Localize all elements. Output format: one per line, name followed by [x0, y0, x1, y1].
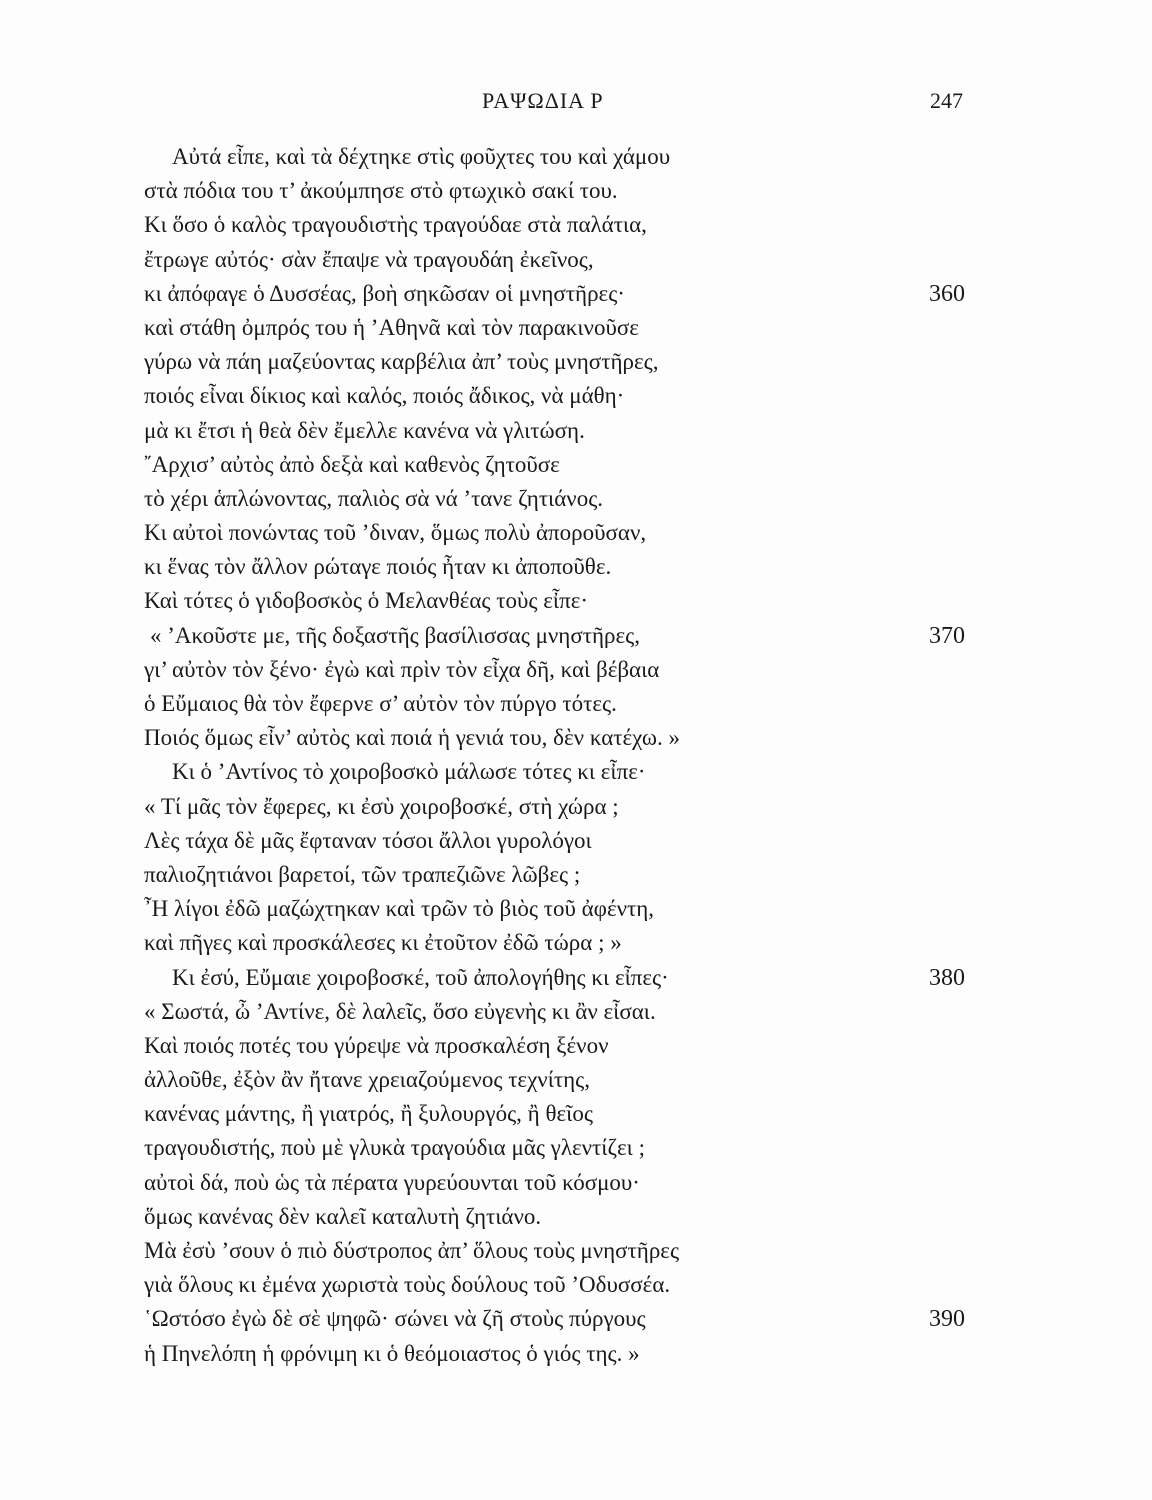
verse-text: « Τί μᾶς τὸν ἔφερες, κι ἐσὺ χοιροβοσκέ, στὴ χώρα ; [144, 793, 619, 819]
verse-line [144, 277, 1004, 311]
verse-text: ποιός εἶναι δίκιος καὶ καλός, ποιός ἄδικος, νὰ μάθη· [144, 383, 625, 409]
verse-text: ἔτρωγε αὐτός· σὰν ἔπαψε νὰ τραγουδάη ἐκεῖνος, [144, 246, 594, 272]
verse-text: κανένας μάντης, ἢ γιατρός, ἢ ξυλουργός, ἢ θεῖος [144, 1101, 593, 1127]
verse-text: Λὲς τάχα δὲ μᾶς ἔφταναν τόσοι ἄλλοι γυρολόγοι [144, 827, 592, 853]
verse-text: γι’ αὐτὸν τὸν ξένο· ἐγὼ καὶ πρὶν τὸν εἶχα δῆ, καὶ βέβαια [144, 656, 660, 682]
verse-line [144, 1234, 1004, 1268]
line-number: 370 [929, 622, 965, 649]
verse-line [144, 619, 1004, 653]
verse-line [144, 1302, 1004, 1336]
verse-line [144, 550, 1004, 584]
verse-line [144, 1029, 1004, 1063]
verse-list [144, 140, 1004, 1371]
verse-text: μὰ κι ἔτσι ἡ θεὰ δὲν ἔμελλε κανένα νὰ γλιτώση. [144, 417, 585, 443]
verse-text: αὐτοὶ δά, ποὺ ὡς τὰ πέρατα γυρεύουνται τοῦ κόσμου· [144, 1169, 640, 1195]
verse-text: τὸ χέρι ἁπλώνοντας, παλιὸς σὰ νά ’τανε ζητιάνος. [144, 485, 604, 511]
verse-line [144, 892, 1004, 926]
verse-text: κι ἀπόφαγε ὁ Δυσσέας, βοὴ σηκῶσαν οἱ μνηστῆρες· [144, 280, 625, 306]
verse-line [144, 174, 1004, 208]
verse-text: Κι ὁ ’Αντίνος τὸ χοιροβοσκὸ μάλωσε τότες κι εἶπε· [172, 759, 646, 785]
verse-text: Καὶ τότες ὁ γιδοβοσκὸς ὁ Μελανθέας τοὺς εἶπε· [144, 588, 589, 614]
verse-line [144, 584, 1004, 618]
verse-text: ἡ Πηνελόπη ἡ φρόνιμη κι ὁ θεόμοιαστος ὁ γιός της. » [144, 1340, 640, 1366]
verse-text: γύρω νὰ πάη μαζεύοντας καρβέλια ἀπ’ τοὺς μνηστῆρες, [144, 349, 659, 375]
verse-line [144, 140, 1004, 174]
verse-text: Αὐτά εἶπε, καὶ τὰ δέχτηκε στὶς φοῦχτες του καὶ χάμου [172, 144, 671, 169]
verse-text: ῎Αρχισ’ αὐτὸς ἀπὸ δεξὰ καὶ καθενὸς ζητοῦσε [144, 451, 560, 477]
verse-line [144, 1131, 1004, 1165]
verse-line [144, 995, 1004, 1029]
verse-line [144, 516, 1004, 550]
verse-line [144, 208, 1004, 242]
page-number: 247 [930, 88, 963, 113]
verse-line [144, 653, 1004, 687]
verse-line [144, 721, 1004, 755]
running-head [0, 88, 1152, 118]
line-number: 390 [929, 1306, 965, 1333]
verse-line [144, 414, 1004, 448]
verse-text: ὁ Εὔμαιος θὰ τὸν ἔφερνε σ’ αὐτὸν τὸν πύργο τότες. [144, 691, 617, 716]
verse-line [144, 448, 1004, 482]
running-title: ΡΑΨΩΔΙΑ Ρ [482, 88, 604, 113]
verse-line [144, 1063, 1004, 1097]
verse-line [144, 482, 1004, 516]
verse-text: « Σωστά, ὦ ’Αντίνε, δὲ λαλεῖς, ὅσο εὐγενὴς κι ἂν εἶσαι. [144, 998, 656, 1024]
verse-line [144, 1337, 1004, 1371]
verse-text: Κι ἐσύ, Εὔμαιε χοιροβοσκέ, τοῦ ἀπολογήθης κι εἶπες· [172, 964, 669, 990]
verse-text: ῏Η λίγοι ἐδῶ μαζώχτηκαν καὶ τρῶν τὸ βιὸς τοῦ ἀφέντη, [144, 896, 655, 922]
verse-text: γιὰ ὅλους κι ἐμένα χωριστὰ τοὺς δούλους τοῦ ’Οδυσσέα. [144, 1272, 671, 1298]
verse-line [144, 961, 1004, 995]
verse-text: Μὰ ἐσὺ ’σουν ὁ πιὸ δύστροπος ἀπ’ ὅλους τοὺς μνηστῆρες [144, 1238, 680, 1263]
verse-line [144, 1166, 1004, 1200]
verse-text: καὶ πῆγες καὶ προσκάλεσες κι ἐτοῦτον ἐδῶ τώρα ; » [144, 930, 622, 956]
verse-line [144, 311, 1004, 345]
verse-line [144, 243, 1004, 277]
line-number: 380 [929, 964, 965, 991]
verse-line [144, 1200, 1004, 1234]
verse-line [144, 926, 1004, 960]
verse-text: παλιοζητιάνοι βαρετοί, τῶν τραπεζιῶνε λῶβες ; [144, 861, 581, 887]
verse-text: στὰ πόδια του τ’ ἀκούμπησε στὸ φτωχικὸ σακί του. [144, 178, 618, 204]
line-number: 360 [929, 280, 965, 307]
verse-line [144, 824, 1004, 858]
verse-line [144, 1268, 1004, 1302]
verse-text: κι ἕνας τὸν ἄλλον ρώταγε ποιός ἦταν κι ἀποποῦθε. [144, 554, 612, 580]
verse-line [144, 755, 1004, 789]
verse-text: τραγουδιστής, ποὺ μὲ γλυκὰ τραγούδια μᾶς γλεντίζει ; [144, 1135, 645, 1161]
verse-line [144, 379, 1004, 413]
verse-text: ὅμως κανένας δὲν καλεῖ καταλυτὴ ζητιάνο. [144, 1203, 542, 1229]
verse-text: Ποιός ὅμως εἶν’ αὐτὸς καὶ ποιά ἡ γενιά του, δὲν κατέχω. » [144, 725, 680, 751]
verse-line [144, 345, 1004, 379]
verse-text: Καὶ ποιός ποτές του γύρεψε νὰ προσκαλέση ξένον [144, 1032, 609, 1058]
verse-text: « ’Ακοῦστε με, τῆς δοξαστῆς βασίλισσας μνηστῆρες, [150, 622, 640, 648]
verse-text: Κι αὐτοὶ πονώντας τοῦ ’διναν, ὅμως πολὺ ἀποροῦσαν, [144, 520, 647, 546]
verse-line [144, 858, 1004, 892]
verse-text: ἀλλοῦθε, ἐξὸν ἂν ἤτανε χρειαζούμενος τεχνίτης, [144, 1067, 591, 1093]
verse-text: ῾Ωστόσο ἐγὼ δὲ σὲ ψηφῶ· σώνει νὰ ζῆ στοὺς πύργους [144, 1306, 646, 1332]
verse-line [144, 790, 1004, 824]
verse-text: καὶ στάθη ὀμπρός του ἡ ’Αθηνᾶ καὶ τὸν παρακινοῦσε [144, 314, 639, 340]
verse-line [144, 1097, 1004, 1131]
verse-line [144, 687, 1004, 721]
verse-text: Κι ὅσο ὁ καλὸς τραγουδιστὴς τραγούδαε στὰ παλάτια, [144, 212, 647, 238]
